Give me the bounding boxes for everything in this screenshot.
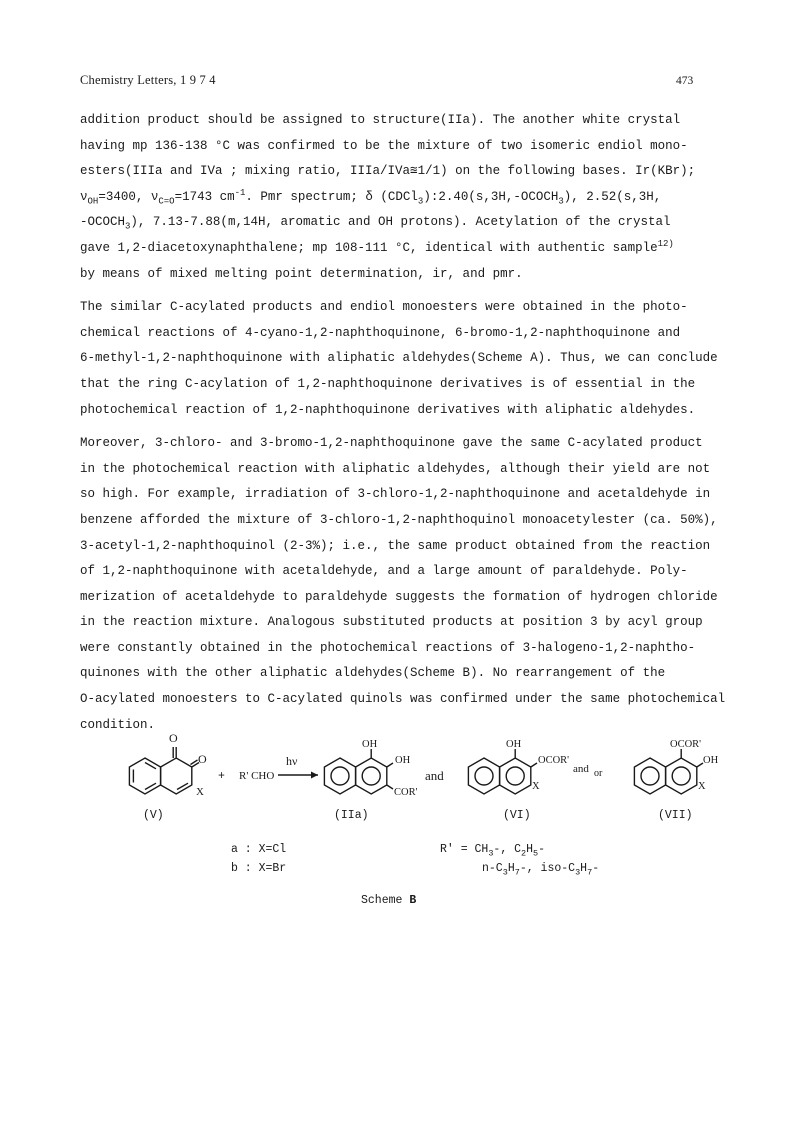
text-line: The similar C-acylated products and endiol monoesters were obtained in the photo-	[80, 300, 688, 315]
running-header: Chemistry Letters, 1 9 7 4	[80, 73, 216, 87]
text-line: that the ring C-acylation of 1,2-naphthoquinone derivatives is of essential in the	[80, 376, 696, 391]
paragraph-3	[80, 431, 740, 738]
substituent-def-a: a : X=Cl	[231, 843, 287, 856]
light-hv-label: hν	[286, 754, 298, 768]
carbonyl-o-label: O	[198, 752, 207, 766]
reference-superscript: 12)	[657, 238, 674, 249]
substituent-def-b: b : X=Br	[231, 862, 287, 875]
text-line	[80, 210, 740, 236]
compound-label-vi: (VI)	[503, 809, 531, 822]
naphthoquinol-iia-structure	[324, 749, 393, 794]
aldehyde-reagent: R' CHO	[239, 770, 275, 782]
nu-symbol: ν	[150, 189, 159, 204]
text-line: O-acylated monoesters to C-acylated quinols was confirmed under the same photochemical	[80, 692, 726, 707]
text-line: were constantly obtained in the photochemical reactions of 3-halogeno-1,2-naphtho-	[80, 640, 696, 655]
text-run: =1743 cm	[174, 189, 235, 204]
oh-label: OH	[395, 755, 411, 766]
or-text: or	[594, 768, 603, 779]
text-line: addition product should be assigned to structure(IIa). The another white crystal	[80, 113, 681, 127]
r-group-def-1: $R' = CH_3-$, $C_2H_5-$	[440, 843, 546, 859]
nu-symbol: ν	[80, 189, 88, 204]
compound-label-vii: (VII)	[658, 809, 693, 822]
text-run: -OCOCH	[80, 215, 126, 230]
substituent-x-label: X	[196, 786, 204, 798]
monoester-vi-structure	[468, 749, 537, 794]
oh-label: OH	[506, 739, 522, 750]
article-body	[80, 108, 740, 738]
text-line	[80, 236, 740, 262]
compound-label-v: (V)	[143, 809, 164, 822]
monoester-vii-structure	[634, 749, 703, 794]
text-line: 6-methyl-1,2-naphthoquinone with aliphatic aldehydes(Scheme A). Thus, we can conclude	[80, 351, 718, 366]
paragraph-1	[80, 108, 740, 287]
text-line: quinones with the other aliphatic aldehydes(Scheme B). No rearrangement of the	[80, 666, 666, 681]
scheme-caption: Scheme B	[361, 894, 417, 907]
text-line: by means of mixed melting point determination, ir, and pmr.	[80, 266, 523, 281]
r-group-def-2: $n-C_3H_7-$, iso-$C_3H_7-$	[482, 862, 600, 878]
superscript: -1	[234, 187, 246, 198]
reaction-scheme	[0, 731, 793, 925]
carbonyl-o-label: O	[169, 731, 178, 745]
text-line: condition.	[80, 717, 156, 732]
subscript: OH	[87, 196, 99, 207]
plus-sign: +	[218, 770, 225, 783]
text-run: ), 7.13-7.88(m,14H, aromatic and OH protons). Acetylation of the crystal	[130, 215, 671, 230]
text-line: in the reaction mixture. Analogous substituted products at position 3 by acyl group	[80, 615, 703, 630]
page-number: 473	[676, 75, 694, 87]
text-line: Moreover, 3-chloro- and 3-bromo-1,2-naphthoquinone gave the same C-acylated product	[80, 436, 703, 451]
subscript: 3	[125, 221, 131, 232]
oh-label: OH	[703, 755, 719, 766]
text-run: gave 1,2-diacetoxynaphthalene; mp 108-111 °C, identical with authentic sample	[80, 240, 658, 255]
text-line: of 1,2-naphthoquinone with acetaldehyde, and a large amount of paraldehyde. Poly-	[80, 564, 688, 579]
acyl-cor-label: COR'	[394, 787, 418, 798]
and-text: and	[425, 768, 444, 783]
subscript: C=O	[158, 196, 175, 207]
compound-label-iia: (IIa)	[334, 809, 369, 822]
text-run: ), 2.52(s,3H,	[563, 189, 662, 204]
ester-ocor-label: OCOR'	[538, 755, 570, 766]
text-line: merization of acetaldehyde to paraldehyde suggests the formation of hydrogen chloride	[80, 589, 718, 604]
text-line-ir-pmr	[80, 185, 740, 211]
and-text: and	[573, 763, 589, 775]
text-line: photochemical reaction of 1,2-naphthoquinone derivatives with aliphatic aldehydes.	[80, 402, 696, 417]
oh-label: OH	[362, 739, 378, 750]
text-line: chemical reactions of 4-cyano-1,2-naphthoquinone, 6-bromo-1,2-naphthoquinone and	[80, 325, 681, 340]
text-run: ):2.40(s,3H,-OCOCH	[423, 189, 559, 204]
substituent-x-label: X	[532, 781, 540, 792]
text-run: . Pmr spectrum; δ (CDCl	[245, 189, 418, 204]
subscript: 3	[417, 196, 424, 207]
ester-ocor-label: OCOR'	[670, 739, 702, 750]
text-line: so high. For example, irradiation of 3-chloro-1,2-naphthoquinone and acetaldehyde in	[80, 487, 711, 502]
text-line: esters(IIIa and IVa ; mixing ratio, IIIa/IVa≊1/1) on the following bases. Ir(KBr);	[80, 164, 696, 179]
text-line: having mp 136-138 °C was confirmed to be the mixture of two isomeric endiol mono-	[80, 138, 688, 153]
text-line: benzene afforded the mixture of 3-chloro-1,2-naphthoquinol monoacetylester (ca. 50%),	[80, 512, 718, 527]
substituent-x-label: X	[698, 781, 706, 792]
subscript: 3	[558, 196, 564, 207]
text-run: =3400,	[98, 189, 151, 204]
paragraph-2	[80, 295, 740, 423]
text-line: 3-acetyl-1,2-naphthoquinol (2-3%); i.e., the same product obtained from the reaction	[80, 538, 711, 553]
naphthoquinone-structure	[129, 747, 199, 794]
text-line: in the photochemical reaction with aliphatic aldehydes, although their yield are not	[80, 461, 711, 476]
